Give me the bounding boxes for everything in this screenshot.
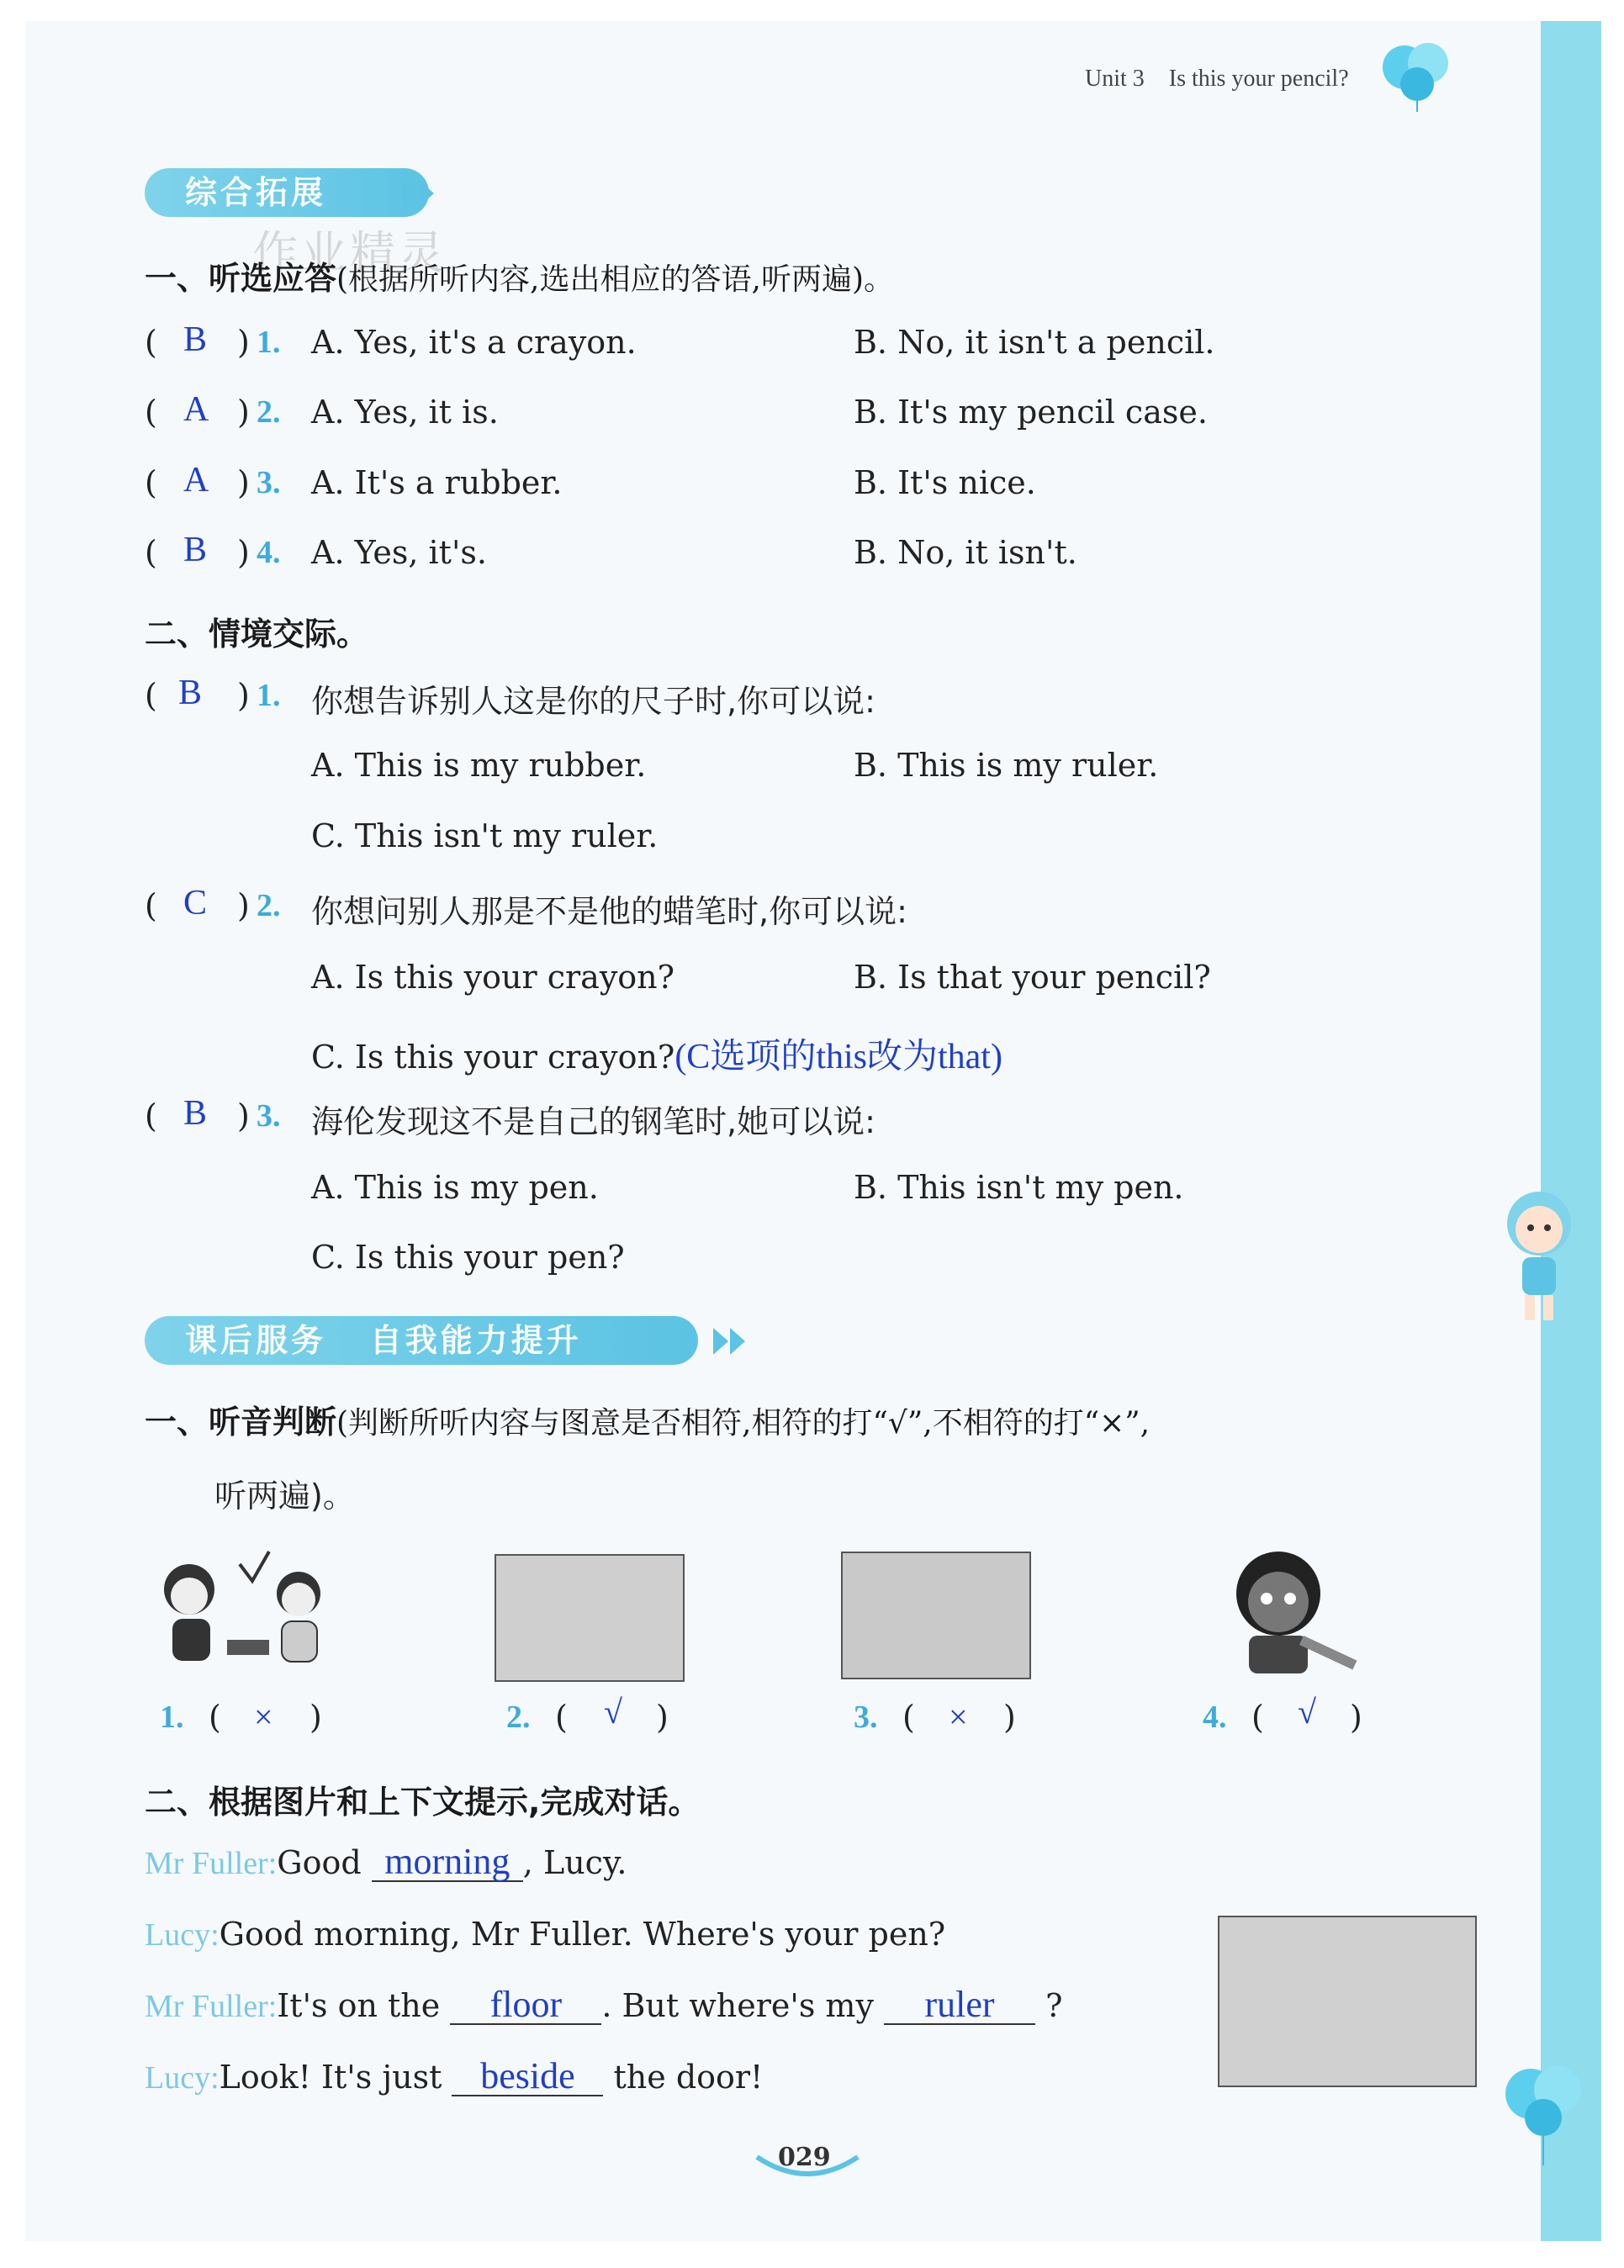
line-text: Good — [277, 1844, 372, 1881]
option-b: B. This isn't my pen. — [854, 1169, 1184, 1206]
dialogue-line — [145, 1916, 945, 1953]
judge-instructions: (判断所听内容与图意是否相符,相符的打“√”,不相符的打“×”, — [336, 1406, 1151, 1441]
option-a: A. It's a rubber. — [311, 464, 563, 501]
balloon-icon — [1379, 38, 1455, 114]
correction-note: (C选项的this改为that) — [674, 1038, 1002, 1076]
unit-title: Is this your pencil? — [1168, 66, 1349, 92]
question-number: 3. — [257, 465, 281, 500]
option-b: B. This is my ruler. — [854, 747, 1159, 784]
speaker: Lucy: — [145, 1917, 220, 1953]
double-arrow-icon — [402, 177, 444, 210]
judge-heading — [145, 1396, 1150, 1442]
item-number: 3. — [854, 1700, 878, 1735]
option-b: B. No, it isn't a pencil. — [854, 324, 1215, 361]
dialogue-picture-classroom — [1218, 1916, 1477, 2087]
answer-bracket: ( — [145, 464, 157, 501]
question-text: 你想告诉别人这是你的尺子时,你可以说: — [311, 683, 875, 720]
question-number: 2. — [257, 394, 281, 430]
option-a: A. Is this your crayon? — [311, 959, 675, 996]
question-text: 海伦发现这不是自己的钢笔时,她可以说: — [311, 1103, 875, 1140]
option-c: C. Is this your pen? — [311, 1239, 625, 1276]
balloon-icon — [1497, 2052, 1590, 2170]
answer-bracket: ) — [237, 677, 250, 714]
mark-value: × — [254, 1698, 273, 1736]
answer-blank: morning — [372, 1843, 523, 1882]
answer-value: B — [183, 531, 208, 569]
item-number: 4. — [1203, 1700, 1227, 1735]
option-a: A. Yes, it's. — [311, 534, 487, 571]
mark-value: √ — [1298, 1693, 1316, 1731]
option-a: A. Yes, it's a crayon. — [311, 324, 637, 361]
question-number: 1. — [257, 678, 281, 713]
line-text: . But where's my — [601, 1987, 884, 2024]
part1-heading-text: 一、听选应答 — [145, 260, 337, 297]
line-text: , Lucy. — [522, 1844, 627, 1881]
mark-bracket: ( — [555, 1699, 568, 1736]
dialogue-line — [145, 2055, 764, 2096]
question-number: 1. — [257, 325, 281, 360]
answer-value: A — [183, 390, 209, 429]
dialogue-line — [145, 1843, 627, 1882]
answer-bracket: ) — [237, 887, 250, 924]
line-text: Good morning, Mr Fuller. Where's your pen? — [219, 1916, 946, 1953]
option-c — [311, 1028, 1002, 1079]
answer-blank: ruler — [884, 1986, 1035, 2025]
option-c: C. This isn't my ruler. — [311, 817, 659, 854]
answer-bracket: ) — [237, 534, 250, 571]
option-b: B. Is that your pencil? — [854, 959, 1211, 996]
side-stripe — [1541, 21, 1601, 2241]
speaker: Mr Fuller: — [145, 1846, 278, 1881]
speaker: Lucy: — [145, 2060, 220, 2096]
answer-bracket: ( — [145, 677, 157, 714]
page-header — [1085, 66, 1367, 93]
dialogue-heading: 二、根据图片和上下文提示,完成对话。 — [145, 1784, 701, 1821]
question-number: 3. — [257, 1098, 281, 1134]
answer-value: B — [183, 1094, 208, 1133]
line-text: ? — [1035, 1987, 1063, 2024]
picture-3-classroom — [841, 1552, 1031, 1679]
picture-4-girl — [1203, 1543, 1371, 1678]
item-number: 1. — [160, 1700, 184, 1735]
double-arrow-icon — [713, 1324, 755, 1358]
question-number: 2. — [257, 888, 281, 923]
mark-bracket: ( — [902, 1699, 915, 1736]
question-text: 你想问别人那是不是他的蜡笔时,你可以说: — [311, 893, 907, 930]
answer-bracket: ( — [145, 1097, 157, 1134]
picture-1-kids — [143, 1547, 345, 1682]
option-a: A. This is my pen. — [311, 1169, 599, 1206]
line-text: the door! — [603, 2059, 764, 2096]
answer-blank: floor — [450, 1986, 601, 2025]
option-b: B. It's my pencil case. — [854, 394, 1208, 431]
girl-illustration — [1493, 1186, 1585, 1329]
section-banner-after-class — [145, 1316, 698, 1365]
mark-value: √ — [604, 1693, 622, 1731]
answer-value: B — [183, 320, 208, 359]
dialogue-line — [145, 1986, 1062, 2025]
option-b: B. No, it isn't. — [854, 534, 1077, 571]
line-text: It's on the — [277, 1987, 451, 2024]
watermark: 作业精灵 — [252, 226, 447, 279]
option-b: B. It's nice. — [854, 464, 1036, 501]
mark-bracket: ( — [209, 1699, 221, 1736]
unit-label: Unit 3 — [1085, 66, 1145, 92]
option-a: A. Yes, it is. — [311, 394, 499, 431]
answer-value: B — [178, 674, 203, 712]
mark-bracket: ) — [309, 1699, 322, 1736]
mark-value: × — [949, 1698, 968, 1736]
section-banner-comprehensive — [145, 168, 429, 217]
part1-heading — [145, 252, 894, 299]
answer-value: A — [183, 461, 209, 500]
answer-bracket: ) — [237, 394, 250, 431]
answer-blank: beside — [452, 2058, 603, 2096]
option-a: A. This is my rubber. — [311, 747, 647, 784]
part2-heading: 二、情境交际。 — [145, 616, 369, 653]
option-c-text: C. Is this your crayon? — [311, 1039, 675, 1076]
judge-heading-text: 一、听音判断 — [145, 1404, 337, 1441]
banner-label: 课后服务 自我能力提升 — [185, 1322, 582, 1359]
answer-bracket: ) — [237, 1097, 250, 1134]
question-number: 4. — [257, 535, 281, 570]
answer-value: C — [183, 884, 208, 923]
speaker: Mr Fuller: — [145, 1989, 278, 2024]
answer-bracket: ( — [145, 394, 157, 431]
answer-bracket: ) — [237, 324, 250, 361]
mark-bracket: ) — [1350, 1699, 1362, 1736]
mark-bracket: ( — [1251, 1699, 1264, 1736]
answer-bracket: ( — [145, 324, 157, 361]
line-text: Look! It's just — [219, 2059, 452, 2096]
answer-bracket: ( — [145, 887, 157, 924]
mark-bracket: ) — [1003, 1699, 1016, 1736]
answer-bracket: ) — [237, 464, 250, 501]
mark-bracket: ) — [656, 1699, 669, 1736]
page-number: 029 — [778, 2143, 831, 2172]
picture-2-room — [495, 1554, 685, 1682]
answer-bracket: ( — [145, 534, 157, 571]
item-number: 2. — [506, 1700, 531, 1735]
banner-label: 综合拓展 — [185, 174, 327, 211]
part1-instructions: (根据所听内容,选出相应的答语,听两遍)。 — [336, 262, 894, 297]
judge-instructions-cont: 听两遍)。 — [214, 1478, 355, 1515]
